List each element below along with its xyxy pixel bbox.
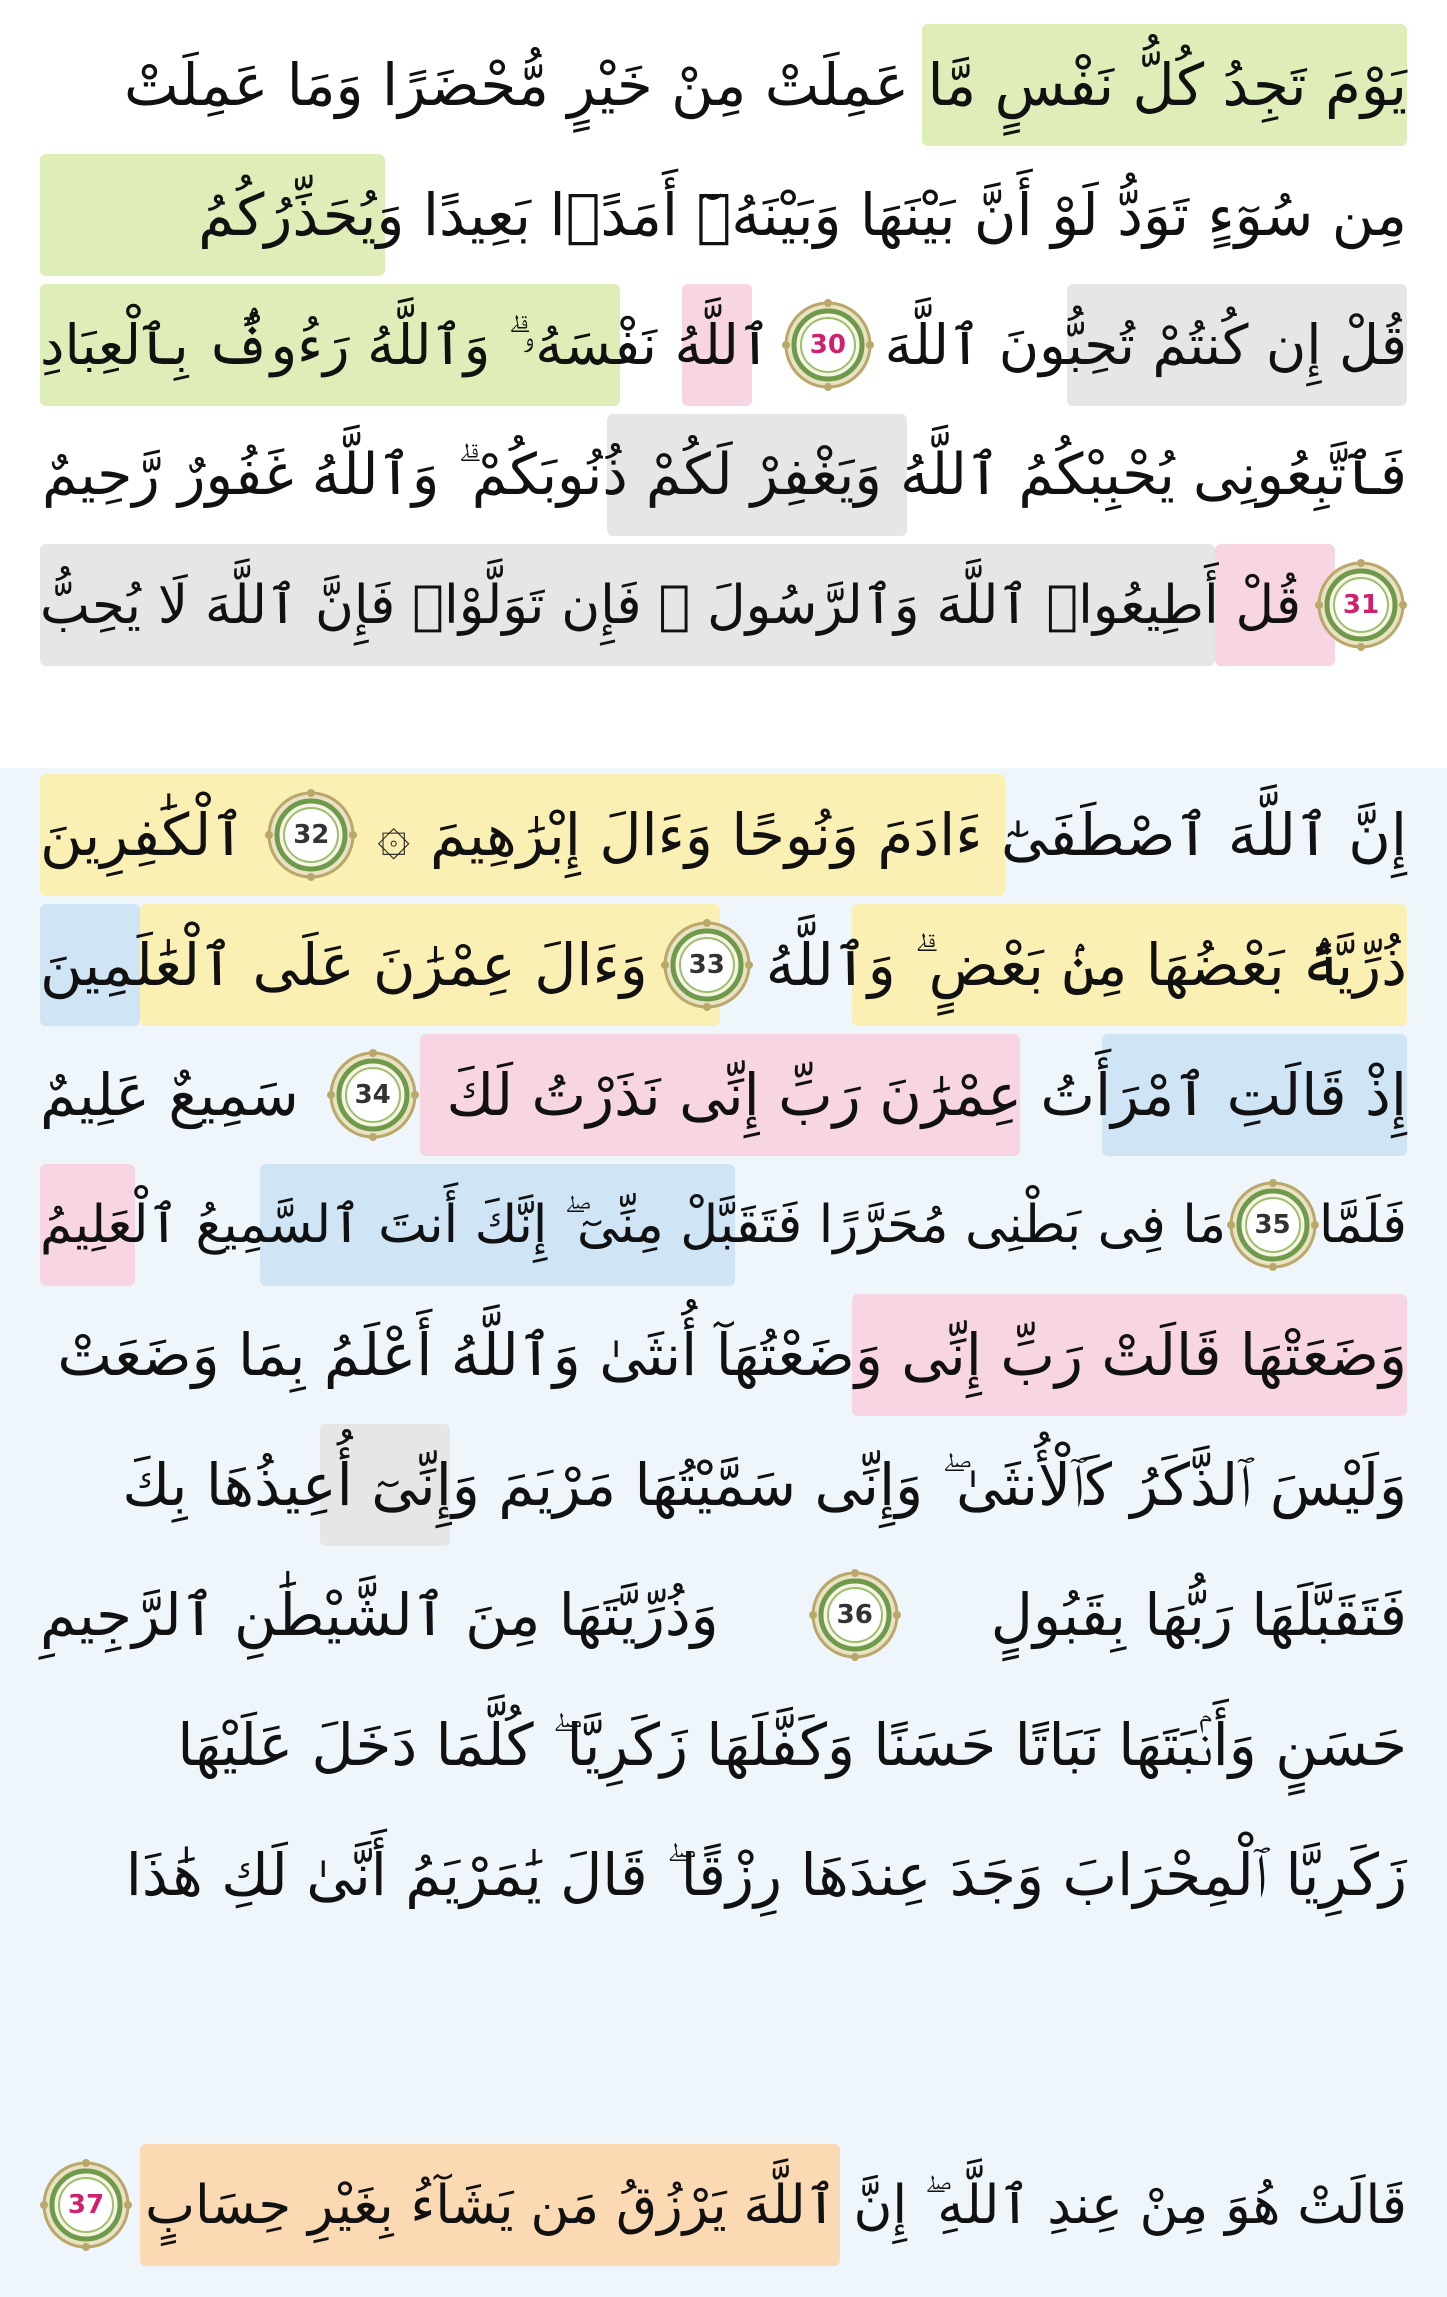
text-line-12 — [40, 1550, 1407, 1680]
ayah-number-marker — [327, 1049, 419, 1141]
verse-text: يَوْمَ تَجِدُ كُلُّ نَفْسٍ مَّا عَمِلَتْ مِنْ خَيْرٍ مُّحْضَرًا وَمَا عَمِلَتْ — [124, 51, 1407, 119]
verse-text: فَتَقَبَّلَهَا رَبُّهَا بِقَبُولٍ — [990, 1581, 1407, 1649]
verse-text: سَمِيعٌ عَلِيمٌ — [40, 1061, 299, 1129]
ayah-number: 37 — [67, 2190, 105, 2220]
text-line-2 — [40, 150, 1407, 280]
text-line-5 — [40, 540, 1407, 670]
verse-text: فَٱتَّبِعُونِى يُحْبِبْكُمُ ٱللَّهُ وَيَغْفِرْ لَكُمْ ذُنُوبَكُمْ ۗ وَٱللَّهُ غَفُورٌ رَّحِيمٌ — [41, 441, 1407, 508]
ayah-number: 35 — [1254, 1210, 1291, 1240]
text-line-3 — [40, 280, 1407, 410]
text-line-6 — [40, 770, 1407, 900]
ayah-number-marker — [1315, 559, 1407, 651]
ayah-number-marker — [809, 1569, 901, 1661]
ayah-number: 34 — [354, 1080, 391, 1110]
ayah-number-marker — [40, 2159, 132, 2251]
ayah-number-marker — [661, 919, 753, 1011]
text-line-8 — [40, 1030, 1407, 1160]
ayah-number: 30 — [809, 330, 846, 360]
ayah-number: 33 — [688, 950, 725, 980]
text-line-15 — [40, 2140, 1407, 2270]
verse-text: فَلَمَّا — [1319, 1195, 1407, 1255]
verse-text: قُلْ أَطِيعُوا۟ ٱللَّهَ وَٱلرَّسُولَ ۖ فَإِن تَوَلَّوْا۟ فَإِنَّ ٱللَّهَ لَا يُحِبُّ — [40, 574, 1302, 636]
verse-text: قُلْ إِن كُنتُمْ تُحِبُّونَ ٱللَّهَ — [884, 312, 1407, 377]
verse-text: وَضَعَتْهَا قَالَتْ رَبِّ إِنِّى وَضَعْتُهَآ أُنثَىٰ وَٱللَّهُ أَعْلَمُ بِمَا وَضَعَتْ — [57, 1321, 1407, 1389]
text-line-11 — [40, 1420, 1407, 1550]
verse-text: حَسَنٍ وَأَنۢبَتَهَا نَبَاتًا حَسَنًا وَكَفَّلَهَا زَكَرِيَّا ۖ كُلَّمَا دَخَلَ عَلَيْهَا — [177, 1711, 1407, 1779]
text-line-4 — [40, 410, 1407, 540]
ayah-number-marker — [782, 299, 874, 391]
ayah-number: 31 — [1342, 590, 1380, 620]
verse-text: إِذْ قَالَتِ ٱمْرَأَتُ عِمْرَٰنَ رَبِّ إِنِّى نَذَرْتُ لَكَ — [446, 1061, 1407, 1129]
text-line-13 — [40, 1680, 1407, 1810]
verse-text: مَا فِى بَطْنِى مُحَرَّرًا فَتَقَبَّلْ مِنِّىٓ ۖ إِنَّكَ أَنتَ ٱلسَّمِيعُ ٱلْعَلِيمُ — [40, 1195, 1227, 1255]
text-line-1 — [40, 20, 1407, 150]
rub-el-hizb-icon: ۞ — [377, 802, 411, 867]
verse-text: قَالَتْ هُوَ مِنْ عِندِ ٱللَّهِ ۖ إِنَّ ٱللَّهَ يَرْزُقُ مَن يَشَآءُ بِغَيْرِ حِسَابٍ — [145, 2174, 1407, 2236]
verse-text: ٱللَّهُ نَفْسَهُۥ ۗ وَٱللَّهُ رَءُوفٌۢ بِٱلْعِبَادِ — [40, 312, 772, 377]
ayah-number: 36 — [836, 1600, 873, 1630]
ayah-number-marker — [1227, 1179, 1319, 1271]
verse-text: وَذُرِّيَّتَهَا مِنَ ٱلشَّيْطَٰنِ ٱلرَّجِيمِ — [40, 1581, 719, 1649]
verse-text: زَكَرِيَّا ٱلْمِحْرَابَ وَجَدَ عِندَهَا رِزْقًا ۖ قَالَ يَٰمَرْيَمُ أَنَّىٰ لَكِ هَٰذَا — [125, 1841, 1407, 1909]
verse-text: مِن سُوٓءٍ تَوَدُّ لَوْ أَنَّ بَيْنَهَا وَبَيْنَهُۥٓ أَمَدًۢا بَعِيدًا وَيُحَذِّرُكُمُ — [198, 181, 1407, 249]
verse-text: إِنَّ ٱللَّهَ ٱصْطَفَىٰٓ ءَادَمَ وَنُوحًا وَءَالَ إِبْرَٰهِيمَ — [429, 801, 1407, 869]
text-line-14 — [40, 1810, 1407, 1940]
text-line-9 — [40, 1160, 1407, 1290]
text-line-10 — [40, 1290, 1407, 1420]
text-line-7 — [40, 900, 1407, 1030]
verse-text: وَءَالَ عِمْرَٰنَ عَلَى ٱلْعَٰلَمِينَ — [40, 931, 648, 999]
verse-text: وَلَيْسَ ٱلذَّكَرُ كَٱلْأُنثَىٰ ۖ وَإِنِّى سَمَّيْتُهَا مَرْيَمَ وَإِنِّىٓ أُعِيذُهَا بِكَ — [122, 1451, 1407, 1519]
ayah-number: 32 — [293, 820, 330, 850]
verse-text: ذُرِّيَّةًۢ بَعْضُهَا مِنۢ بَعْضٍ ۗ وَٱللَّهُ — [765, 931, 1407, 999]
ayah-number-marker — [265, 789, 357, 881]
verse-text: ٱلْكَٰفِرِينَ — [40, 801, 246, 869]
